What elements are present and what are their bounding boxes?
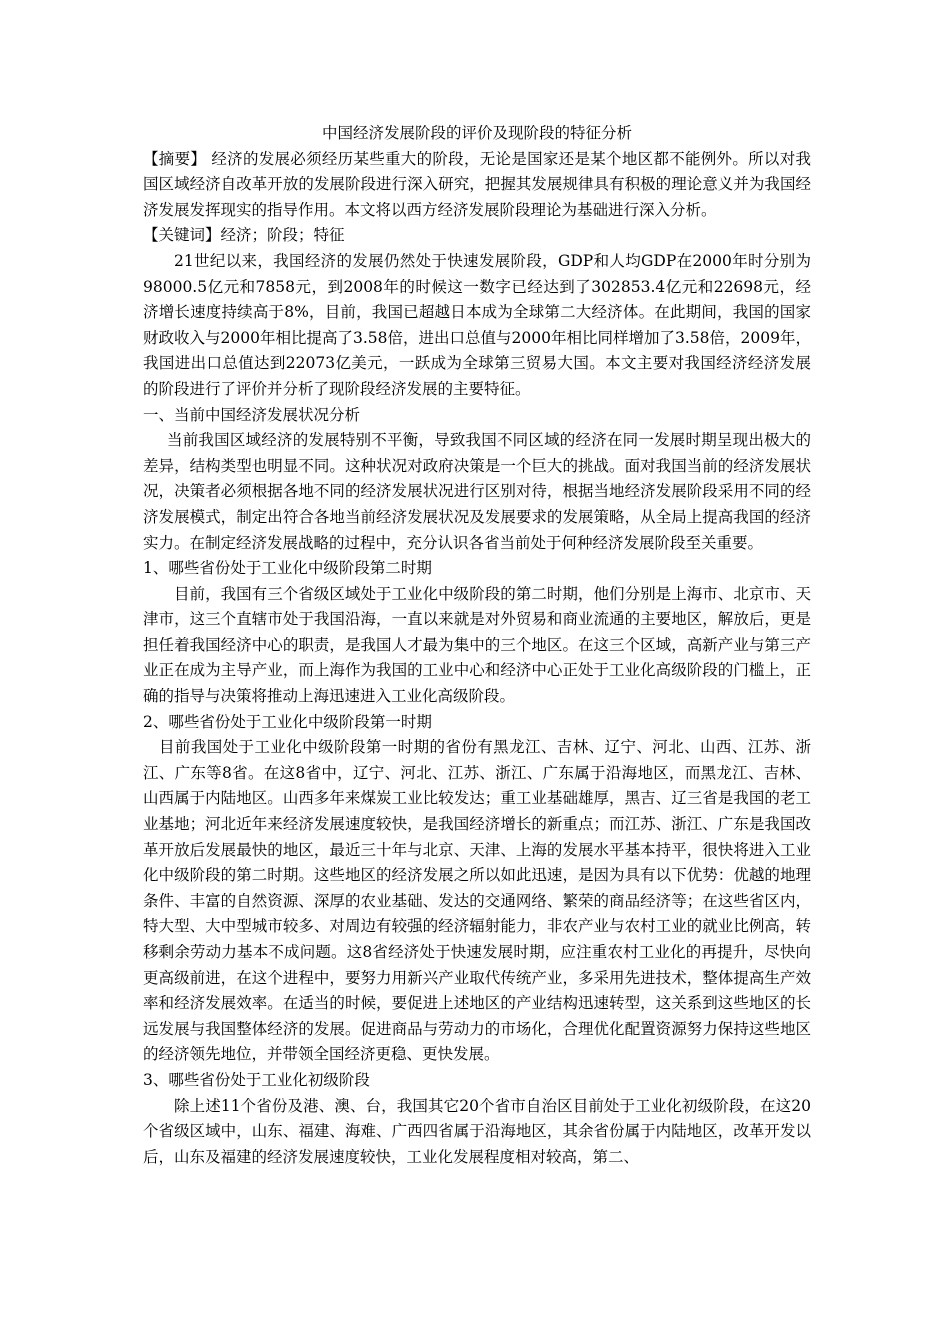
document-page	[143, 121, 811, 1170]
document-title: 中国经济发展阶段的评价及现阶段的特征分析	[321, 124, 632, 142]
subsection-1-paragraph: 目前，我国有三个省级区域处于工业化中级阶段的第二时期，他们分别是上海市、北京市、天津市，这三个直辖市处于我国沿海，一直以来就是对外贸易和商业流通的主要地区，解放后，更是担任着我国经济中心的职责，是我国人才最为集中的三个地区。在这三个区域，高新产业与第三产业正在成为主导产业，而上海作为我国的工业中心和经济中心正处于工业化高级阶段的门槛上，正确的指导与决策将推动上海迅速进入工业化高级阶段。	[143, 584, 811, 706]
subsection-3-heading: 3、哪些省份处于工业化初级阶段	[143, 1070, 370, 1089]
subsection-2-heading: 2、哪些省份处于工业化中级阶段第一时期	[143, 712, 432, 731]
intro-paragraph: 21世纪以来，我国经济的发展仍然处于快速发展阶段，GDP和人均GDP在2000年时分别为98000.5亿元和7858元，到2008年的时候这一数字已经达到了302853.4亿元和22698元，经济增长速度持续高于8%，目前，我国已超越日本成为全球第二大经济体。在此期间，我国的国家财政收入与2000年相比提高了3.58倍，进出口总值与2000年相比同样增加了3.58倍，2009年，我国进出口总值达到22073亿美元，一跃成为全球第三贸易大国。本文主要对我国经济经济发展的阶段进行了评价并分析了现阶段经济发展的主要特征。	[143, 251, 811, 398]
abstract-paragraph: 【摘要】 经济的发展必须经历某些重大的阶段，无论是国家还是某个地区都不能例外。所以对我国区域经济自改革开放的发展阶段进行深入研究，把握其发展规律具有积极的理论意义并为我国经济发展发挥现实的指导作用。本文将以西方经济发展阶段理论为基础进行深入分析。	[143, 149, 811, 219]
section-1-paragraph: 当前我国区域经济的发展特别不平衡，导致我国不同区域的经济在同一发展时期呈现出极大的差异，结构类型也明显不同。这种状况对政府决策是一个巨大的挑战。面对我国当前的经济发展状况，决策者必须根据各地不同的经济发展状况进行区别对待，根据当地经济发展阶段采用不同的经济发展模式，制定出符合各地当前经济发展状况及发展要求的发展策略，从全局上提高我国的经济实力。在制定经济发展战略的过程中，充分认识各省当前处于何种经济发展阶段至关重要。	[143, 431, 811, 552]
subsection-3-paragraph: 除上述11个省份及港、澳、台，我国其它20个省市自治区目前处于工业化初级阶段，在这20个省级区域中，山东、福建、海难、广西四省属于沿海地区，其余省份属于内陆地区，改革开发以后，山东及福建的经济发展速度较快，工业化发展程度相对较高，第二、	[143, 1096, 811, 1166]
subsection-2-paragraph: 目前我国处于工业化中级阶段第一时期的省份有黑龙江、吉林、辽宁、河北、山西、江苏、浙江、广东等8省。在这8省中，辽宁、河北、江苏、浙江、广东属于沿海地区，而黑龙江、吉林、山西属于内陆地区。山西多年来煤炭工业比较发达；重工业基础雄厚，黑吉、辽三省是我国的老工业基地；河北近年来经济发展速度较快，是我国经济增长的新重点；而江苏、浙江、广东是我国改革开放后发展最快的地区，最近三十年与北京、天津、上海的发展水平基本持平，很快将进入工业化中级阶段的第二时期。这些地区的经济发展之所以如此迅速，是因为具有以下优势：优越的地理条件、丰富的自然资源、深厚的农业基础、发达的交通网络、繁荣的商品经济等；在这些省区内，特大型、大中型城市较多、对周边有较强的经济辐射能力，非农产业与农村工业的就业比例高，转移剩余劳动力基本不成问题。这8省经济处于快速发展时期，应注重农村工业化的再提升，尽快向更高级前进，在这个进程中，要努力用新兴产业取代传统产业，多采用先进技术，整体提高生产效率和经济发展效率。在适当的时候，要促进上述地区的产业结构迅速转型，这关系到这些地区的长远发展与我国整体经济的发展。促进商品与劳动力的市场化，合理优化配置资源努力保持这些地区的经济领先地位，并带领全国经济更稳、更快发展。	[143, 738, 811, 1064]
keywords-line: 【关键词】经济；阶段；特征	[143, 226, 345, 245]
subsection-1-heading: 1、哪些省份处于工业化中级阶段第二时期	[143, 559, 432, 578]
section-1-heading: 一、当前中国经济发展状况分析	[143, 405, 361, 424]
